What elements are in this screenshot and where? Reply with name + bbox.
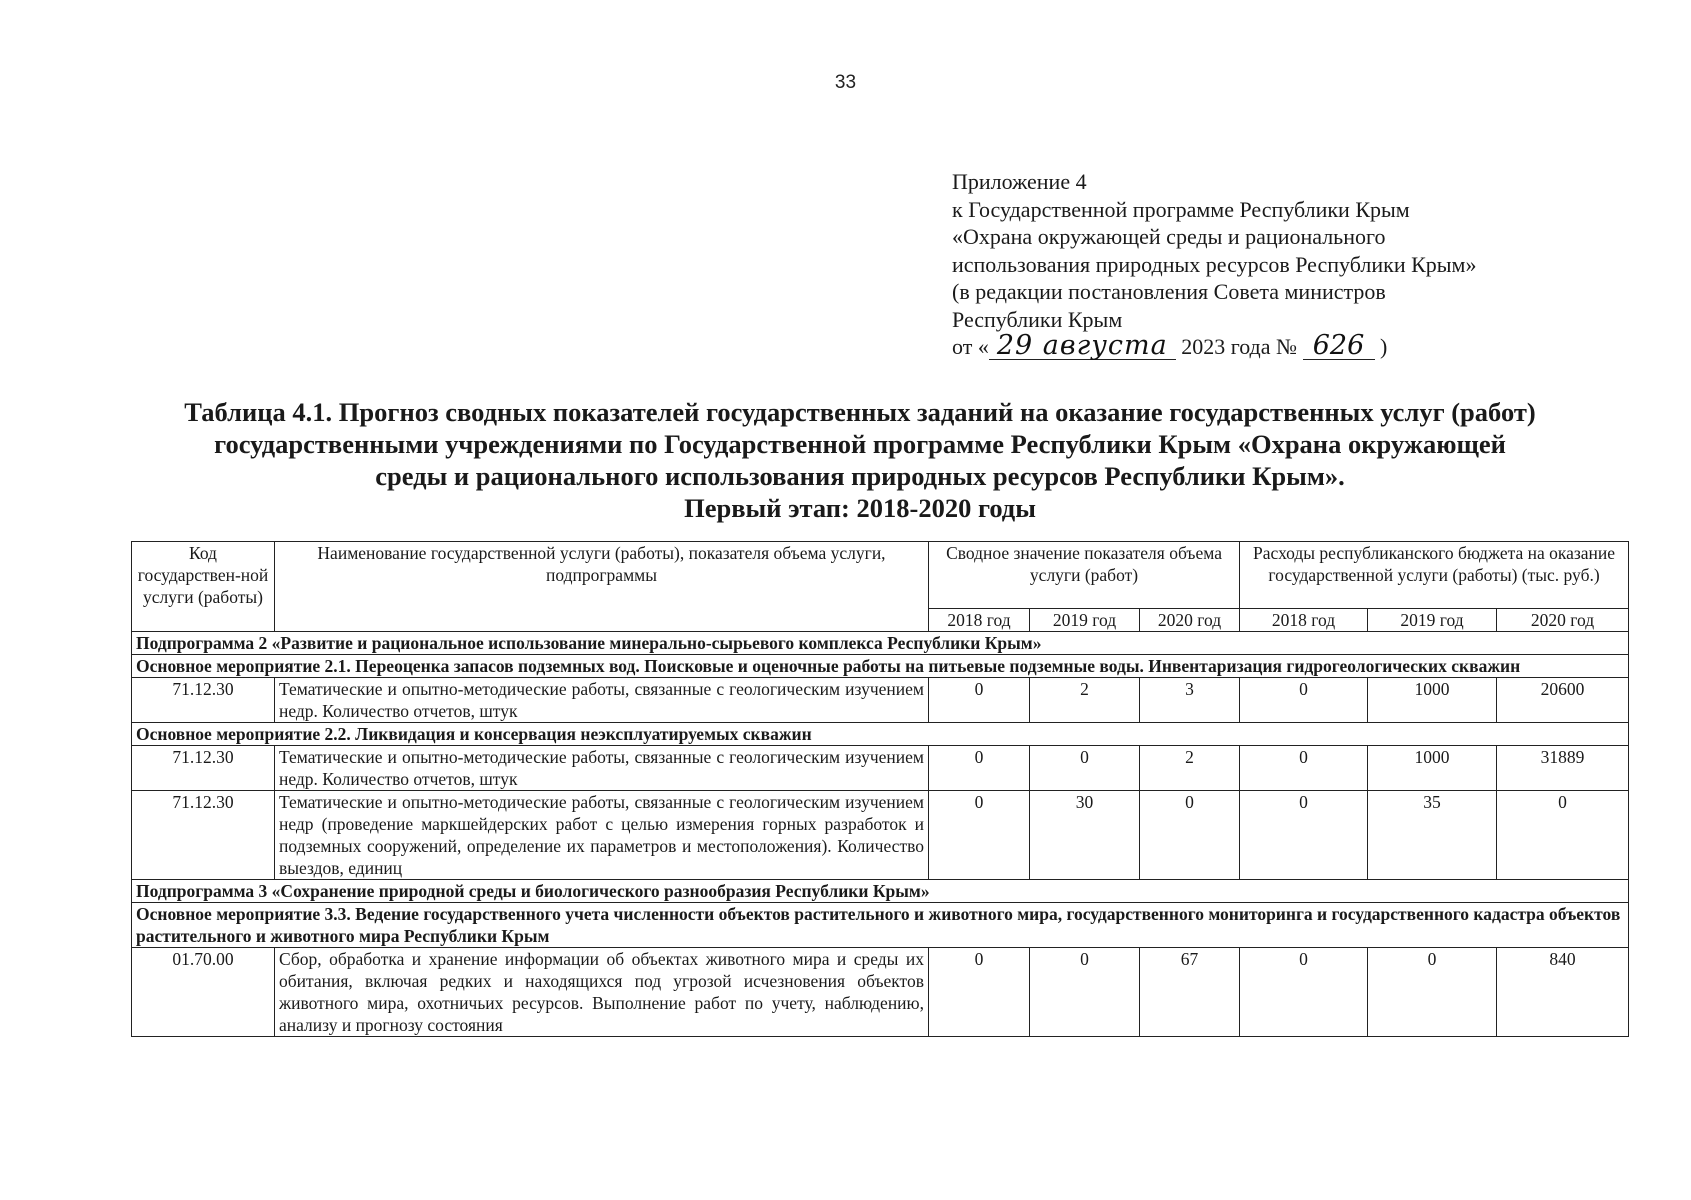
value-cell: 0 xyxy=(1240,791,1368,880)
year-header: 2018 год xyxy=(1240,609,1368,632)
annex-line: «Охрана окружающей среды и рационального xyxy=(952,224,1386,249)
close-paren: ) xyxy=(1380,334,1388,359)
table-title xyxy=(100,396,1620,524)
table-row xyxy=(132,746,1629,791)
value-cell: 0 xyxy=(929,746,1030,791)
year-header: 2020 год xyxy=(1140,609,1240,632)
value-cell: 30 xyxy=(1030,791,1140,880)
year-header: 2018 год xyxy=(929,609,1030,632)
header-summary: Сводное значение показателя объема услуги (работ) xyxy=(929,542,1240,609)
value-cell: 1000 xyxy=(1368,678,1497,723)
activity-row: Основное мероприятие 3.3. Ведение государственного учета численности объектов растительного и животного мира, государственного мониторинга и государственного кадастра объектов растительного и животного мира Республики Крым xyxy=(132,903,1629,948)
table-row xyxy=(132,678,1629,723)
value-cell: 0 xyxy=(1240,746,1368,791)
value-cell: 20600 xyxy=(1497,678,1629,723)
value-cell: 1000 xyxy=(1368,746,1497,791)
value-cell: 67 xyxy=(1140,948,1240,1037)
annex-line: Приложение 4 xyxy=(952,169,1087,194)
value-cell: 35 xyxy=(1368,791,1497,880)
value-cell: 0 xyxy=(1368,948,1497,1037)
value-cell: 31889 xyxy=(1497,746,1629,791)
year-header: 2020 год xyxy=(1497,609,1629,632)
annex-block xyxy=(952,168,1592,361)
service-code: 71.12.30 xyxy=(132,746,275,791)
header-name: Наименование государственной услуги (работы), показателя объема услуги, подпрограммы xyxy=(275,542,929,632)
year-header: 2019 год xyxy=(1030,609,1140,632)
service-code: 71.12.30 xyxy=(132,791,275,880)
value-cell: 840 xyxy=(1497,948,1629,1037)
service-code: 71.12.30 xyxy=(132,678,275,723)
title-line: государственными учреждениями по Государственной программе Республики Крым «Охрана окружающей xyxy=(214,429,1506,459)
value-cell: 0 xyxy=(1240,948,1368,1037)
activity-row: Основное мероприятие 2.2. Ликвидация и консервация неэксплуатируемых скважин xyxy=(132,723,1629,746)
header-expenses: Расходы республиканского бюджета на оказание государственной услуги (работы) (тыс. руб.) xyxy=(1240,542,1629,609)
value-cell: 0 xyxy=(1497,791,1629,880)
table-row xyxy=(132,948,1629,1037)
date-prefix: от « xyxy=(952,334,989,359)
year-header: 2019 год xyxy=(1368,609,1497,632)
value-cell: 0 xyxy=(1240,678,1368,723)
value-cell: 2 xyxy=(1140,746,1240,791)
value-cell: 0 xyxy=(1140,791,1240,880)
indicators-table xyxy=(131,541,1629,1037)
handwritten-date: 29 августа xyxy=(989,333,1176,360)
year-text: 2023 года № xyxy=(1181,334,1298,359)
title-line: Таблица 4.1. Прогноз сводных показателей государственных заданий на оказание государственных услуг (работ) xyxy=(184,397,1536,427)
annex-date-line xyxy=(952,330,1592,361)
table-row xyxy=(132,791,1629,880)
annex-line: (в редакции постановления Совета министров xyxy=(952,279,1386,304)
annex-line: к Государственной программе Республики Крым xyxy=(952,196,1410,222)
title-line: Первый этап: 2018-2020 годы xyxy=(684,493,1036,523)
service-name: Тематические и опытно-методические работы, связанные с геологическим изучением недр. Количество отчетов, штук xyxy=(275,678,929,723)
subprogram-row: Подпрограмма 3 «Сохранение природной среды и биологического разнообразия Республики Крым» xyxy=(132,880,1629,903)
value-cell: 3 xyxy=(1140,678,1240,723)
value-cell: 2 xyxy=(1030,678,1140,723)
header-code: Код государствен-ной услуги (работы) xyxy=(132,542,275,632)
value-cell: 0 xyxy=(929,791,1030,880)
activity-row: Основное мероприятие 2.1. Переоценка запасов подземных вод. Поисковые и оценочные работы на питьевые подземные воды. Инвентаризация гидрогеологических скважин xyxy=(132,655,1629,678)
page-number: 33 xyxy=(834,72,857,93)
service-name: Тематические и опытно-методические работы, связанные с геологическим изучением недр (проведение маркшейдерских работ с целью измерения горных разработок и подземных сооружений, определение их параметров и местоположения). Количество выездов, единиц xyxy=(275,791,929,880)
title-line: среды и рационального использования природных ресурсов Республики Крым». xyxy=(375,461,1345,491)
annex-line: Республики Крым xyxy=(952,306,1123,332)
value-cell: 0 xyxy=(929,678,1030,723)
value-cell: 0 xyxy=(929,948,1030,1037)
service-name: Сбор, обработка и хранение информации об объектах животного мира и среды их обитания, включая редких и находящихся под угрозой исчезновения объектов животного мира, охотничьих ресурсов. Выполнение работ по учету, наблюдению, анализу и прогнозу состояния xyxy=(275,948,929,1037)
value-cell: 0 xyxy=(1030,948,1140,1037)
value-cell: 0 xyxy=(1030,746,1140,791)
service-name: Тематические и опытно-методические работы, связанные с геологическим изучением недр. Количество отчетов, штук xyxy=(275,746,929,791)
annex-line: использования природных ресурсов Республики Крым» xyxy=(952,251,1477,277)
subprogram-row: Подпрограмма 2 «Развитие и рациональное использование минерально-сырьевого комплекса Республики Крым» xyxy=(132,632,1629,655)
service-code: 01.70.00 xyxy=(132,948,275,1037)
handwritten-number: 626 xyxy=(1303,333,1375,360)
